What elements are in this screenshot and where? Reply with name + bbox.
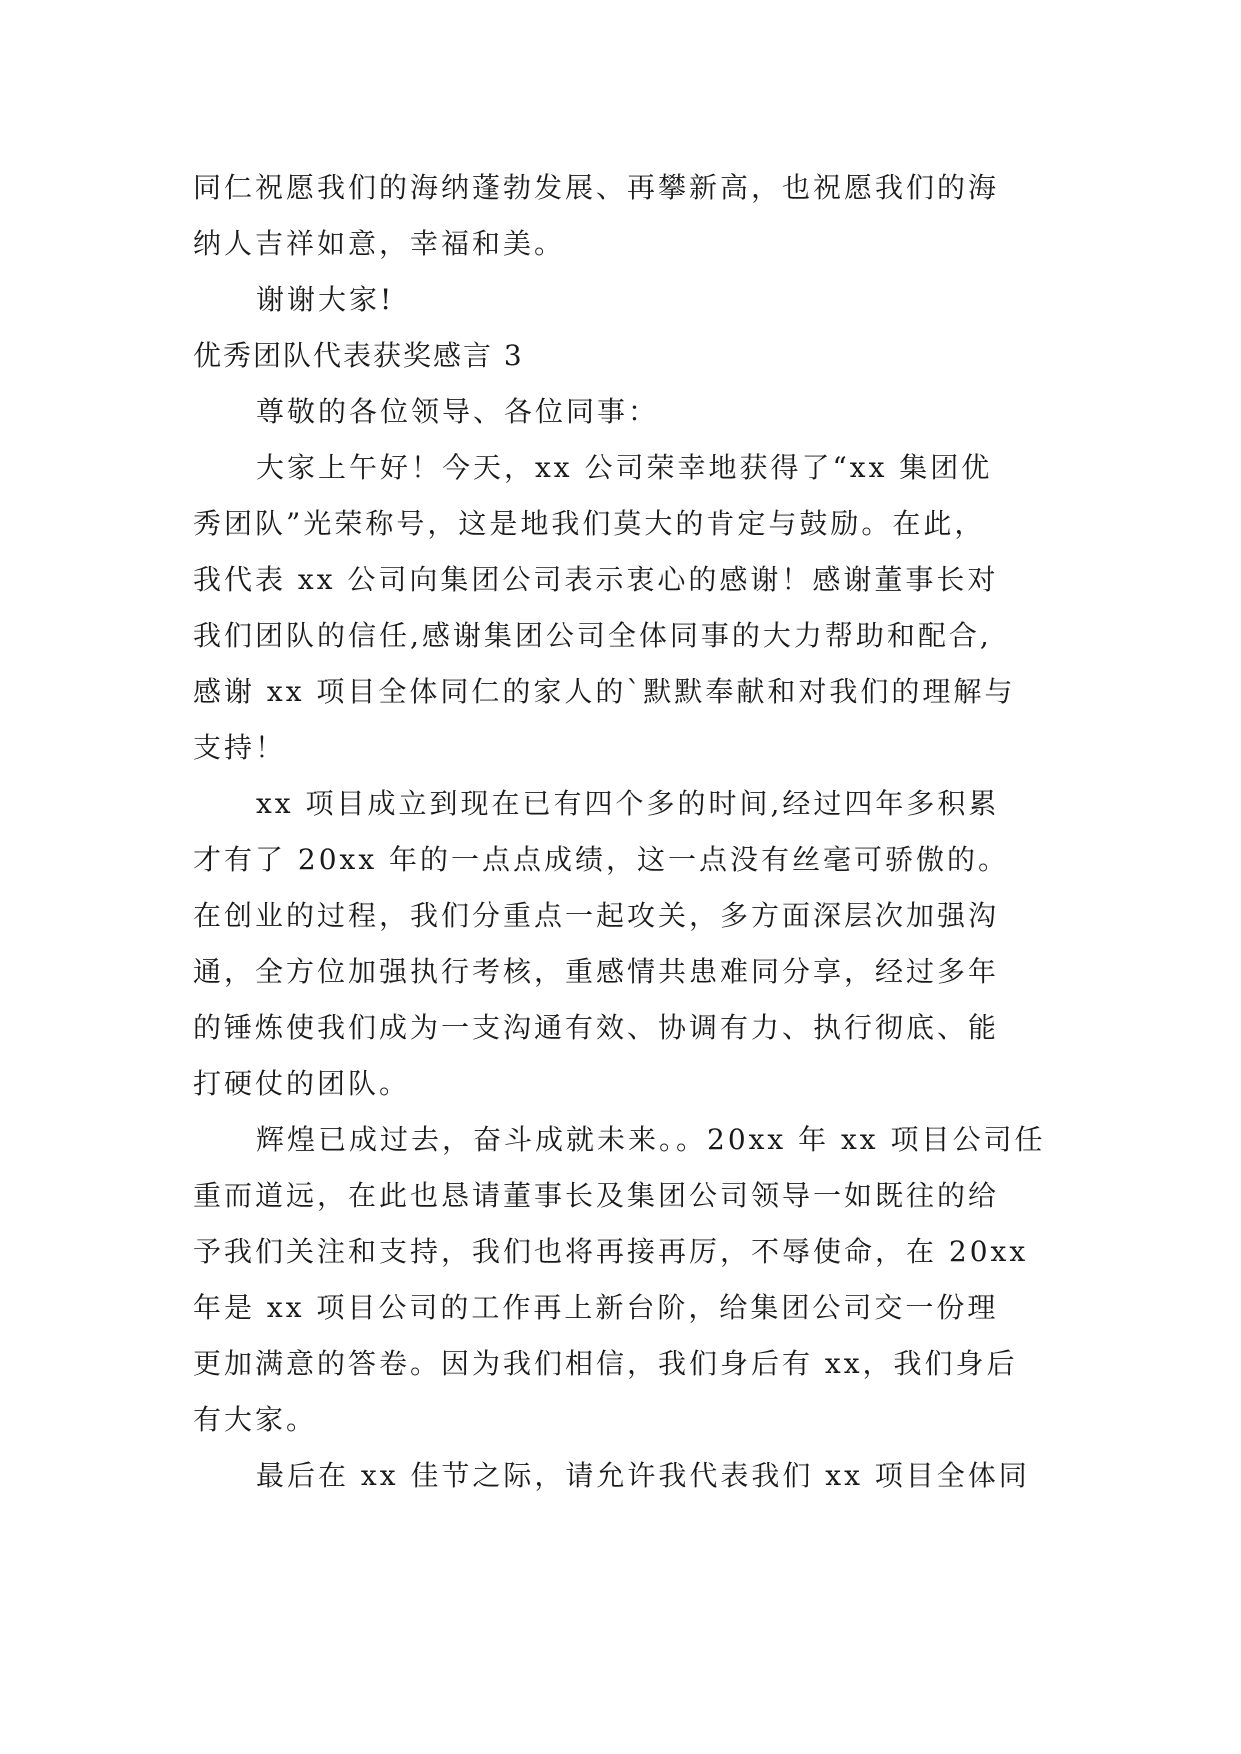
paragraph-line: xx 项目成立到现在已有四个多的时间,经过四年多积累 (256, 787, 1000, 820)
paragraph-line: 大家上午好！今天，xx 公司荣幸地获得了“xx 集团优 (256, 451, 993, 484)
paragraph-line: 我代表 xx 公司向集团公司表示衷心的感谢！感谢董事长对 (193, 563, 999, 596)
salutation-line: 尊敬的各位领导、各位同事： (256, 395, 660, 428)
paragraph-line: 支持！ (193, 731, 287, 764)
paragraph-line: 同仁祝愿我们的海纳蓬勃发展、再攀新高，也祝愿我们的海 (193, 171, 1000, 204)
paragraph-line: 最后在 xx 佳节之际，请允许我代表我们 xx 项目全体同 (256, 1459, 1030, 1492)
paragraph-line: 才有了 20xx 年的一点点成绩，这一点没有丝毫可骄傲的。 (193, 843, 1010, 876)
paragraph-line: 的锤炼使我们成为一支沟通有效、协调有力、执行彻底、能 (193, 1011, 1000, 1044)
paragraph-line: 秀团队”光荣称号，这是地我们莫大的肯定与鼓励。在此， (193, 507, 986, 540)
document-body (193, 160, 1053, 1504)
paragraph-line: 感谢 xx 项目全体同仁的家人的`默默奉献和对我们的理解与 (193, 675, 1016, 708)
paragraph-line: 更加满意的答卷。因为我们相信，我们身后有 xx，我们身后 (193, 1347, 1018, 1380)
paragraph-line: 通，全方位加强执行考核，重感情共患难同分享，经过多年 (193, 955, 1000, 988)
paragraph-line: 打硬仗的团队。 (193, 1067, 411, 1100)
thanks-line: 谢谢大家! (256, 283, 395, 316)
paragraph-line: 予我们关注和支持，我们也将再接再厉，不辱使命，在 20xx (193, 1235, 1029, 1268)
paragraph-line: 年是 xx 项目公司的工作再上新台阶，给集团公司交一份理 (193, 1291, 999, 1324)
paragraph-line: 辉煌已成过去，奋斗成就未来。。20xx 年 xx 项目公司任 (256, 1123, 1046, 1156)
paragraph-line: 在创业的过程，我们分重点一起攻关，多方面深层次加强沟 (193, 899, 1000, 932)
paragraph-line: 重而道远，在此也恳请董事长及集团公司领导一如既往的给 (193, 1179, 1000, 1212)
paragraph-line: 有大家。 (193, 1403, 318, 1436)
section-heading: 优秀团队代表获奖感言 3 (193, 339, 524, 372)
paragraph-line: 我们团队的信任,感谢集团公司全体同事的大力帮助和配合, (193, 619, 992, 652)
paragraph-line: 纳人吉祥如意，幸福和美。 (193, 227, 566, 260)
